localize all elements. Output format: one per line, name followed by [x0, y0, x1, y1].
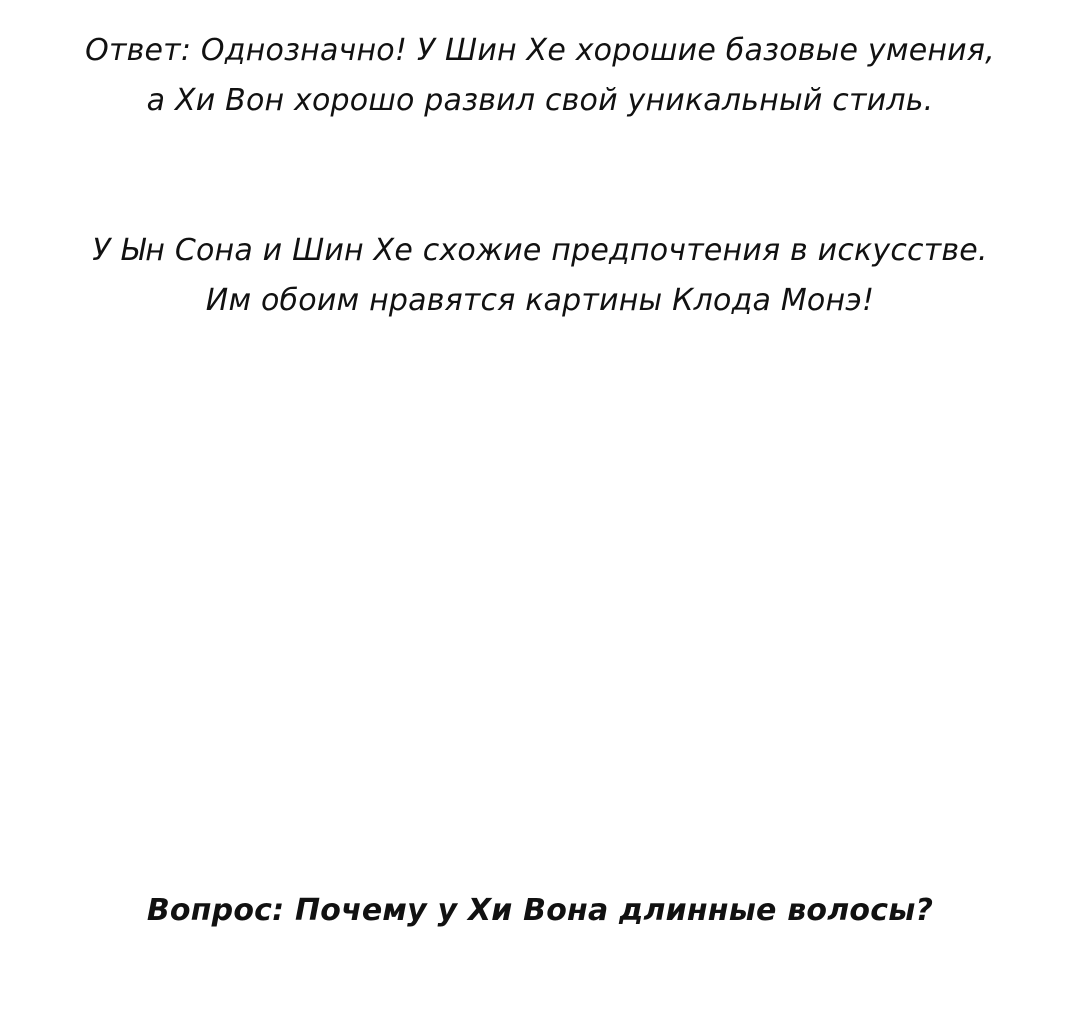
fact-line-2: Им обоим нравятся картины Клода Монэ!	[205, 283, 875, 318]
answer-line-1: Ответ: Однозначно! У Шин Хе хорошие базовые умения,	[85, 33, 995, 68]
question-text: Вопрос: Почему у Хи Вона длинные волосы?	[146, 893, 934, 928]
question-block	[0, 886, 1080, 936]
answer-block	[0, 26, 1080, 126]
fact-line-1: У Ын Сона и Шин Хе схожие предпочтения в искусстве.	[92, 233, 988, 268]
fact-block	[0, 226, 1080, 326]
answer-line-2: а Хи Вон хорошо развил свой уникальный стиль.	[146, 83, 934, 118]
